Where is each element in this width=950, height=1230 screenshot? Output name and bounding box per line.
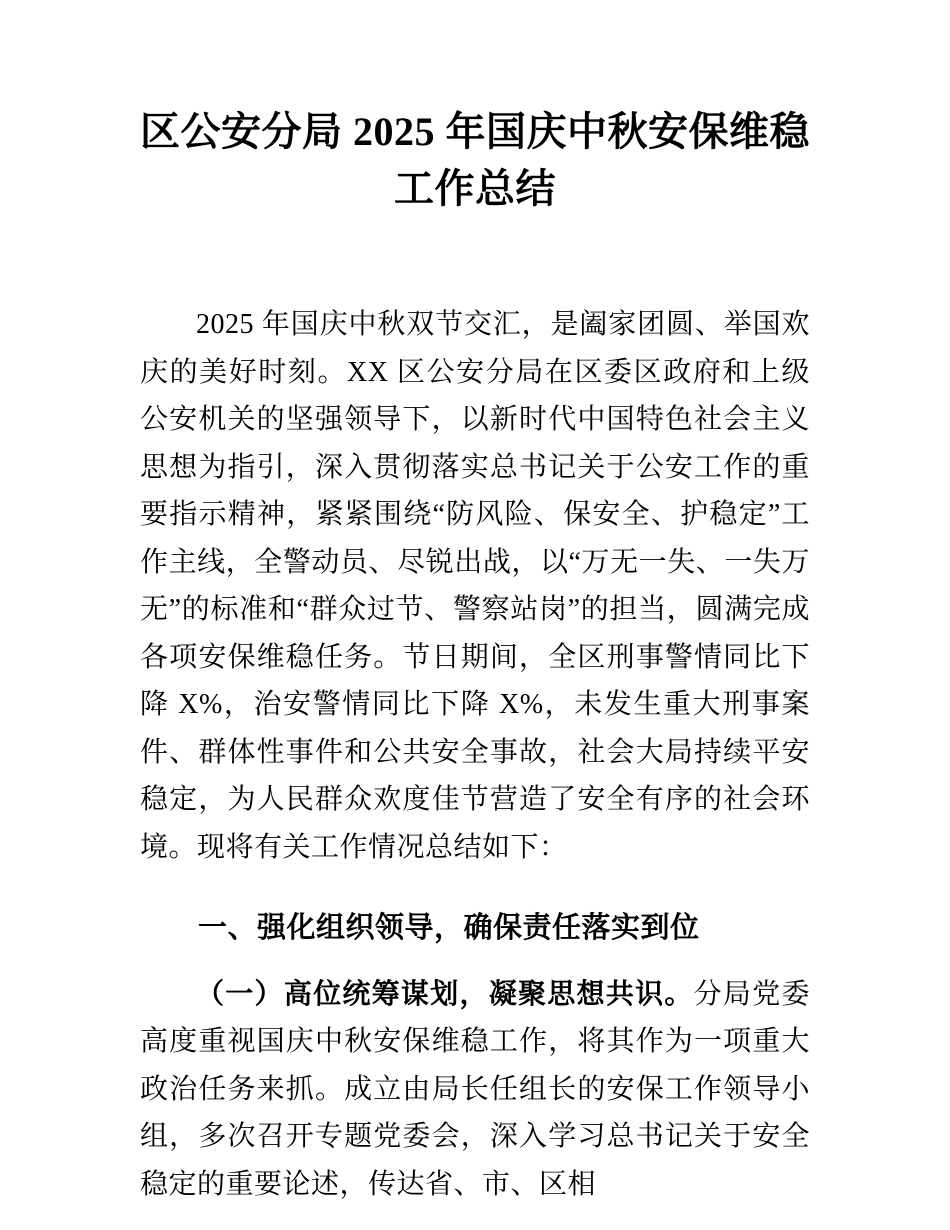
paragraph-intro: 2025 年国庆中秋双节交汇，是阖家团圆、举国欢庆的美好时刻。XX 区公安分局在区委区政府和上级公安机关的坚强领导下，以新时代中国特色社会主义思想为指引，深入贯彻落实总书记关于公安工作的重要指示精神，紧紧围绕“防风险、保安全、护稳定”工作主线，全警动员、尽锐出战，以“万无一失、一失万无”的标准和“群众过节、警察站岗”的担当，圆满完成各项安保维稳任务。节日期间，全区刑事警情同比下降 X%，治安警情同比下降 X%，未发生重大刑事案件、群体性事件和公共安全事故，社会大局持续平安稳定，为人民群众欢度佳节营造了安全有序的社会环境。现将有关工作情况总结如下： [140,309,810,863]
section-1-heading: 一、强化组织领导，确保责任落实到位 [198,912,700,944]
paragraph-sub-1-lead: （一）高位统筹谋划，凝聚思想共识。 [196,977,694,1009]
paragraph-section-1-sub-1 [140,970,810,1209]
document-title: 区公安分局 2025 年国庆中秋安保维稳工作总结 [140,109,810,211]
paragraph-sub-1-text: 分局党委高度重视国庆中秋安保维稳工作，将其作为一项重大政治任务来抓。成立由局长任组长的安保工作领导小组，多次召开专题党委会，深入学习总书记关于安全稳定的重要论述，传达省、市、区相 [140,978,810,1200]
